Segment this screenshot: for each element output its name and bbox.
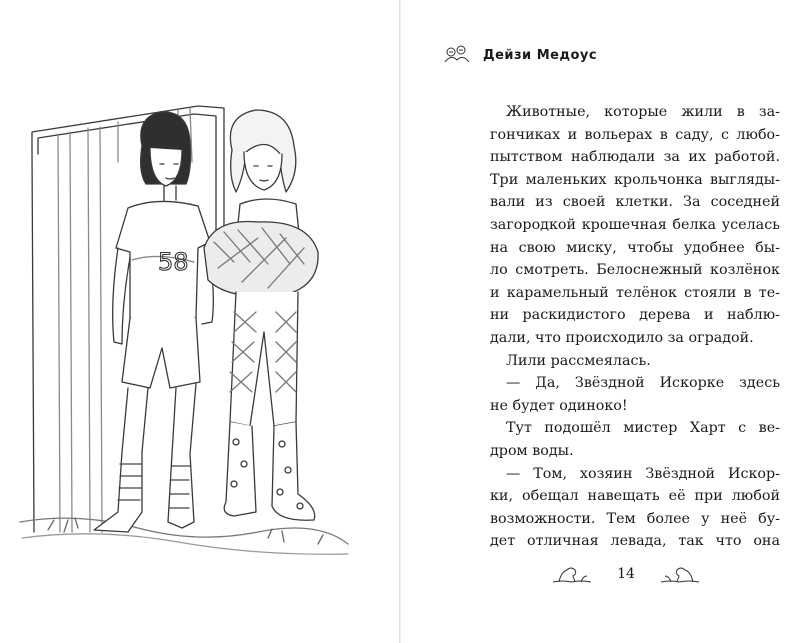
text-line: не будет одиноко! (490, 397, 628, 414)
page-number: 14 (617, 566, 635, 582)
text-line: — Да, Звёздной Искорке здесь (506, 375, 780, 392)
text-line: ки, обещал навещать её при любой (490, 488, 780, 505)
right-page (401, 0, 800, 643)
text-line: Животные, которые жили в за- (506, 104, 780, 120)
jersey-number: 58 (158, 248, 189, 276)
left-page (0, 0, 399, 643)
horse-ornament-left-icon (551, 562, 593, 586)
text-line: загородкой крошечная белка уселась (490, 216, 780, 233)
text-line: и карамельный телёнок стояли в те- (490, 284, 780, 301)
running-head-author: Дейзи Медоус (483, 47, 598, 63)
flower-ornament-icon (441, 44, 473, 66)
text-line: — Том, хозяин Звёздной Искор- (506, 465, 780, 482)
text-line: Три маленьких крольчонка выгляды- (490, 171, 780, 188)
text-line: ло смотреть. Белоснежный козлёнок (490, 262, 780, 279)
body-text (490, 101, 780, 553)
illustration-two-girls (18, 92, 358, 562)
text-line: Лили рассмеялась. (506, 352, 651, 369)
text-line: возможности. Тем более у неё бу- (490, 510, 780, 527)
text-line: на свою миску, чтобы удобнее бы- (490, 239, 780, 256)
text-line: ни раскидистого дерева и наблю- (490, 307, 780, 324)
horse-ornament-right-icon (659, 562, 701, 586)
text-line: дали, что происходило за оградой. (490, 329, 754, 346)
text-line: дром воды. (490, 442, 574, 459)
text-line: гончиках и вольерах в саду, с любо- (490, 126, 780, 143)
page-footer (551, 562, 701, 586)
text-line: Тут подошёл мистер Харт с ве- (506, 420, 780, 437)
text-line: дет отличная левада, так что она (490, 533, 780, 550)
text-line: пытством наблюдали за их работой. (490, 149, 780, 166)
running-head (441, 44, 597, 66)
text-line: вали из своей клетки. За соседней (490, 194, 780, 211)
